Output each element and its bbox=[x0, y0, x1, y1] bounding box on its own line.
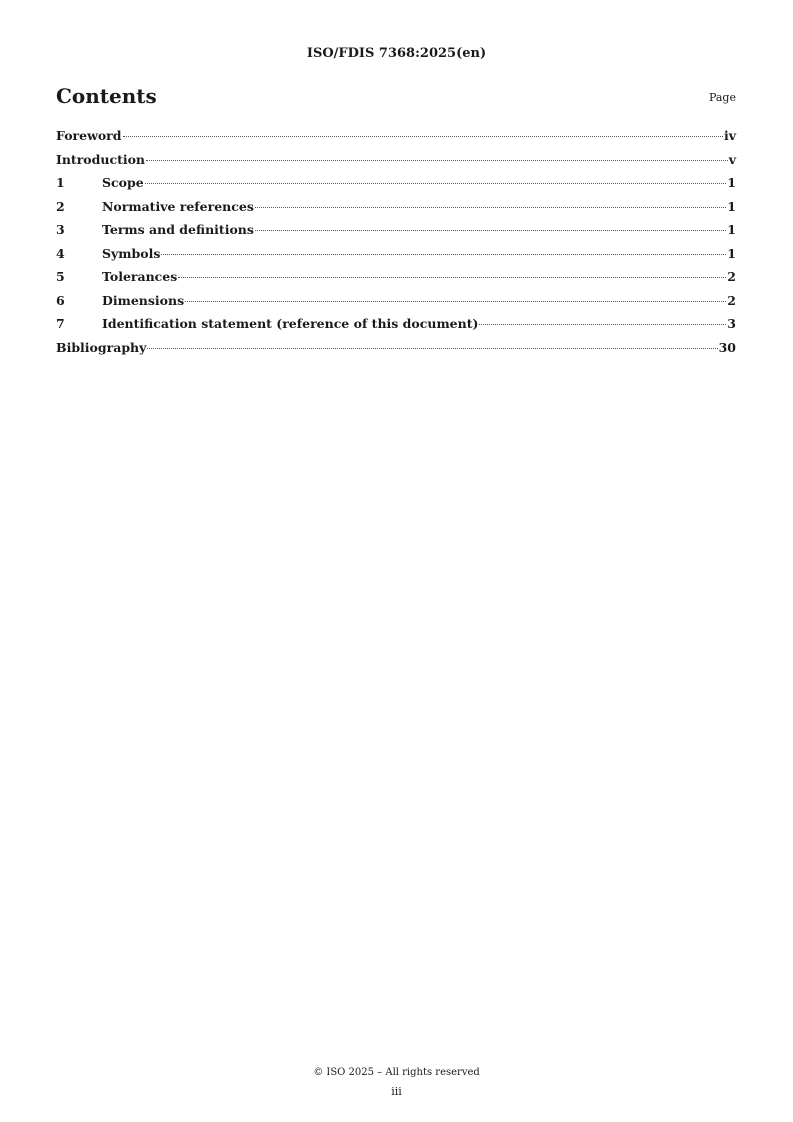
toc-entry-title[interactable]: Foreword bbox=[56, 128, 122, 143]
table-of-contents bbox=[56, 128, 736, 363]
footer-copyright: © ISO 2025 – All rights reserved bbox=[313, 1067, 480, 1078]
toc-entry-page[interactable]: iv bbox=[723, 128, 736, 143]
toc-entry-title[interactable]: Symbols bbox=[102, 245, 161, 261]
toc-leader-dots bbox=[147, 348, 717, 349]
toc-entry-number: 1 bbox=[56, 175, 65, 190]
toc-leader-dots bbox=[146, 160, 728, 161]
toc-entry-page[interactable]: 1 bbox=[727, 175, 736, 190]
toc-entry-page[interactable]: 2 bbox=[727, 269, 736, 284]
toc-entry-normative-references[interactable] bbox=[56, 199, 736, 223]
toc-entry-foreword[interactable] bbox=[56, 128, 736, 152]
toc-entry-page[interactable]: 1 bbox=[727, 198, 736, 214]
toc-entry-dimensions[interactable] bbox=[56, 293, 736, 317]
toc-entry-title[interactable]: Tolerances bbox=[102, 269, 178, 284]
toc-entry-identification-statement[interactable] bbox=[56, 316, 736, 340]
toc-leader-dots bbox=[145, 183, 727, 184]
contents-heading: Contents bbox=[56, 84, 157, 108]
toc-entry-title[interactable]: Scope bbox=[102, 175, 144, 190]
toc-entry-page[interactable]: 30 bbox=[718, 339, 736, 355]
toc-entry-title[interactable]: Normative references bbox=[102, 198, 254, 214]
document-header: ISO/FDIS 7368:2025(en) bbox=[306, 46, 487, 61]
toc-entry-terms-and-definitions[interactable] bbox=[56, 222, 736, 246]
toc-entry-number: 4 bbox=[56, 245, 65, 261]
toc-entry-title[interactable]: Identification statement (reference of this document) bbox=[102, 316, 479, 331]
toc-entry-number: 5 bbox=[56, 269, 65, 284]
toc-entry-number: 7 bbox=[56, 316, 65, 331]
toc-leader-dots bbox=[479, 324, 726, 325]
toc-entry-number: 3 bbox=[56, 222, 65, 237]
toc-leader-dots bbox=[178, 277, 726, 278]
toc-leader-dots bbox=[255, 207, 726, 208]
toc-entry-page[interactable]: 1 bbox=[727, 245, 736, 261]
toc-entry-bibliography[interactable] bbox=[56, 340, 736, 364]
toc-entry-symbols[interactable] bbox=[56, 246, 736, 270]
toc-entry-title[interactable]: Bibliography bbox=[56, 339, 147, 355]
toc-entry-page[interactable]: v bbox=[728, 151, 736, 167]
footer-page-number: iii bbox=[391, 1085, 402, 1098]
toc-leader-dots bbox=[255, 230, 726, 231]
toc-leader-dots bbox=[123, 136, 723, 137]
toc-entry-scope[interactable] bbox=[56, 175, 736, 199]
toc-entry-number: 2 bbox=[56, 198, 65, 214]
toc-entry-tolerances[interactable] bbox=[56, 269, 736, 293]
page-column-label: Page bbox=[708, 91, 736, 104]
toc-entry-page[interactable]: 1 bbox=[727, 222, 736, 237]
toc-leader-dots bbox=[161, 254, 726, 255]
toc-entry-page[interactable]: 3 bbox=[727, 316, 736, 331]
toc-entry-title[interactable]: Terms and definitions bbox=[102, 222, 254, 237]
toc-entry-title[interactable]: Dimensions bbox=[102, 292, 185, 308]
toc-entry-page[interactable]: 2 bbox=[727, 292, 736, 308]
toc-entry-title[interactable]: Introduction bbox=[56, 151, 146, 167]
toc-leader-dots bbox=[185, 301, 726, 302]
toc-entry-number: 6 bbox=[56, 292, 65, 308]
toc-entry-introduction[interactable] bbox=[56, 152, 736, 176]
